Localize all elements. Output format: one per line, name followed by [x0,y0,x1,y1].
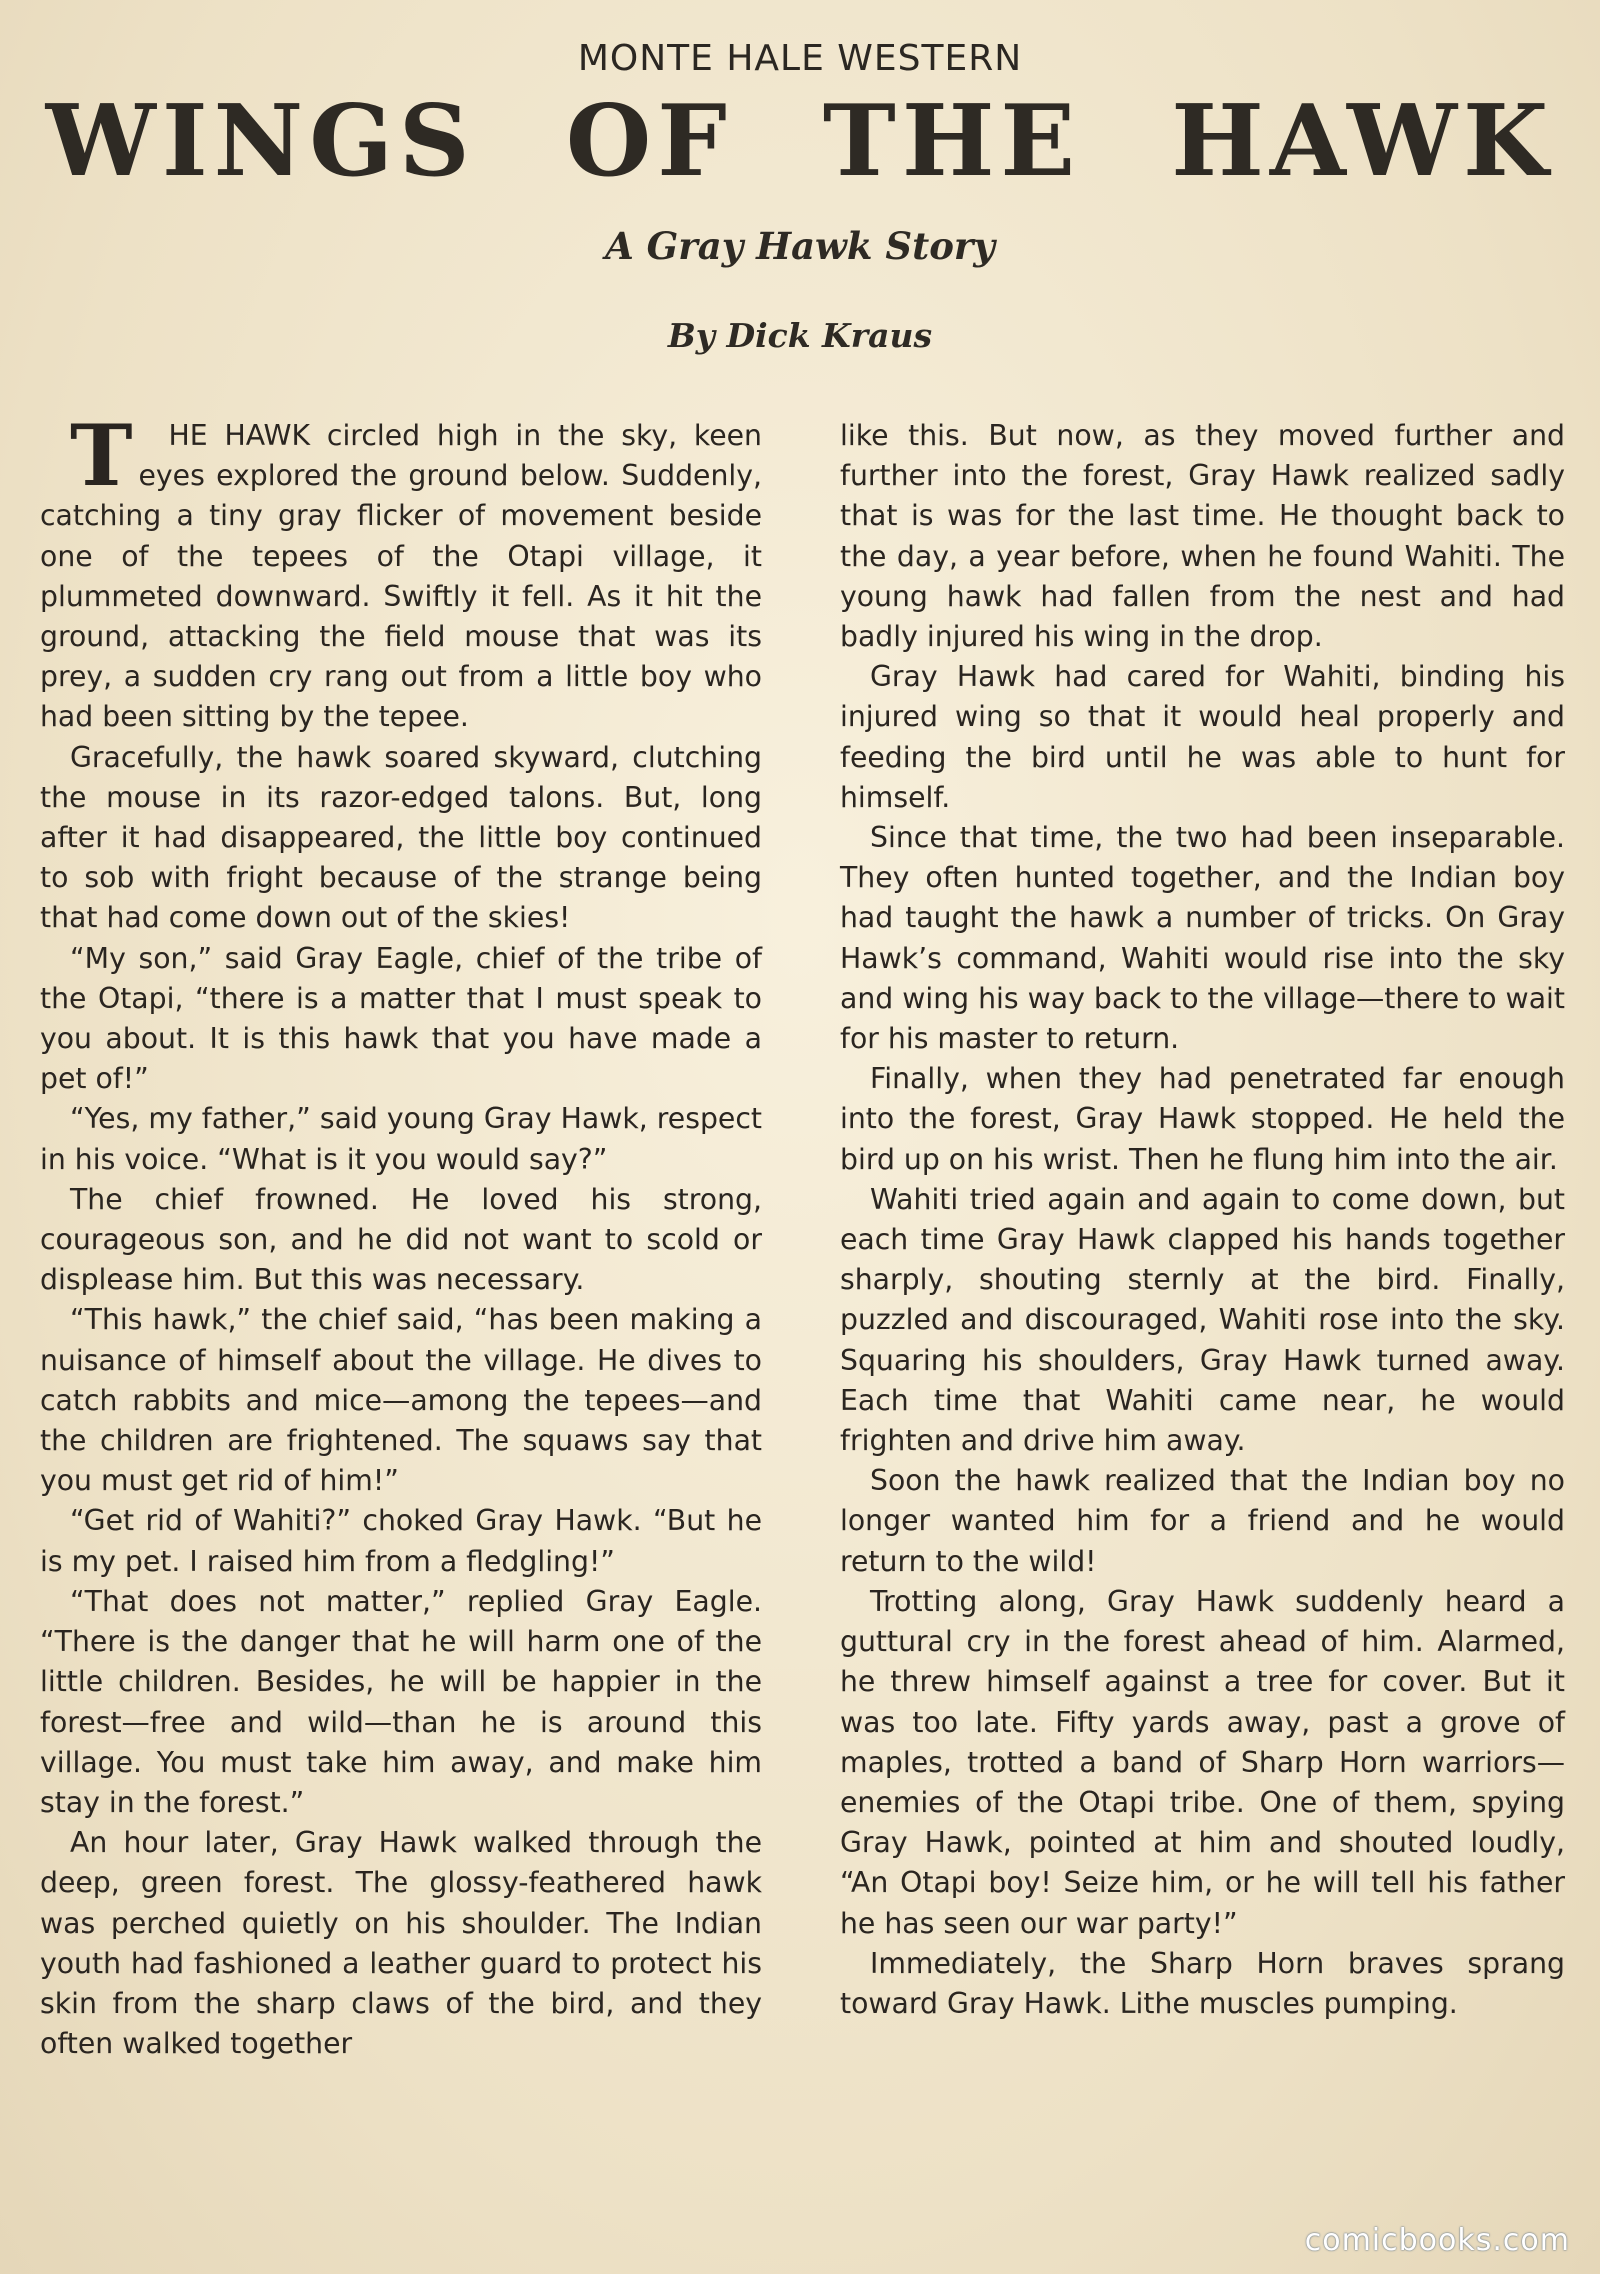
paragraph: Trotting along, Gray Hawk suddenly heard a guttural cry in the forest ahead of him. Alarmed, he threw himself against a tree for cover. But it was too late. Fifty yards away, past a grove of maples, trotted a band of Sharp Horn warriors—enemies of the Otapi tribe. One of them, spying Gray Hawk, pointed at him and shouted loudly, “An Otapi boy! Seize him, or he will tell his father he has seen our war party!” [840,1584,1565,1940]
paragraph: Immediately, the Sharp Horn braves sprang toward Gray Hawk. Lithe muscles pumping. [840,1946,1565,2020]
story-title: WINGS OF THE HAWK [45,84,1555,199]
paragraph: Gray Hawk had cared for Wahiti, binding his injured wing so that it would heal properly and feeding the bird until he was able to hunt for himself. [840,660,1565,814]
paragraph: Gracefully, the hawk soared skyward, clutching the mouse in its razor-edged talons. But, long after it had disappeared, the little boy continued to sob with fright because of the strange being that had come down out of the skies! [40,740,762,935]
paragraph: Since that time, the two had been inseparable. They often hunted together, and the Indian boy had taught the hawk a number of tricks. On Gray Hawk’s command, Wahiti would rise into the sky and wing his way back to the village—there to wait for his master to return. [840,821,1565,1056]
lead-paragraph [40,406,762,738]
lead-text: HE HAWK circled high in the sky, keen eyes explored the ground below. Suddenly, catching a tiny gray flicker of movement beside one of the tepees of the Otapi village, it plummeted downward. Swiftly it fell. As it hit the ground, attacking the field mouse that was its prey, a sudden cry rang out from a little boy who had been sitting by the tepee. [40,419,762,734]
paragraph: Soon the hawk realized that the Indian boy no longer wanted him for a friend and he would return to the wild! [840,1464,1565,1578]
story-subtitle: A Gray Hawk Story [605,224,995,268]
paragraph: The chief frowned. He loved his strong, courageous son, and he did not want to scold or displease him. But this was necessary. [40,1182,762,1297]
byline: By Dick Kraus [667,316,933,355]
paragraph: Finally, when they had penetrated far enough into the forest, Gray Hawk stopped. He held the bird up on his wrist. Then he flung him into the air. [840,1062,1565,1176]
right-column [840,416,1565,2024]
paragraph: An hour later, Gray Hawk walked through the deep, green forest. The glossy-feathered hawk was perched quietly on his shoulder. The Indian youth had fashioned a leather guard to protect his skin from the sharp claws of the bird, and they often walked together [40,1826,762,2061]
drop-cap: T [70,406,133,505]
paragraph: “Get rid of Wahiti?” choked Gray Hawk. “But he is my pet. I raised him from a fledgling!” [40,1504,762,1578]
paragraph: “That does not matter,” replied Gray Eagle. “There is the danger that he will harm one of the little children. Besides, he will be happier in the forest—free and wild—than he is around this village. You must take him away, and make him stay in the forest.” [40,1584,762,1819]
paragraph: “This hawk,” the chief said, “has been making a nuisance of himself about the village. He dives to catch rabbits and mice—among the tepees—and the children are frightened. The squaws say that you must get rid of him!” [40,1303,762,1498]
watermark: comicbooks.com [1304,2223,1570,2258]
paragraph: “Yes, my father,” said young Gray Hawk, respect in his voice. “What is it you would say?” [40,1102,762,1176]
paragraph: Wahiti tried again and again to come down, but each time Gray Hawk clapped his hands together sharply, shouting sternly at the bird. Finally, puzzled and discouraged, Wahiti rose into the sky. Squaring his shoulders, Gray Hawk turned away. Each time that Wahiti came near, he would frighten and drive him away. [840,1182,1565,1458]
paragraph: “My son,” said Gray Eagle, chief of the tribe of the Otapi, “there is a matter that I must speak to you about. It is this hawk that you have made a pet of!” [40,941,762,1096]
series-title: MONTE HALE WESTERN [577,38,1023,79]
left-column [40,406,762,2064]
continued-paragraph: like this. But now, as they moved further and further into the forest, Gray Hawk realized sadly that is was for the last time. He thought back to the day, a year before, when he found Wahiti. The young hawk had fallen from the nest and had badly injured his wing in the drop. [840,419,1565,654]
